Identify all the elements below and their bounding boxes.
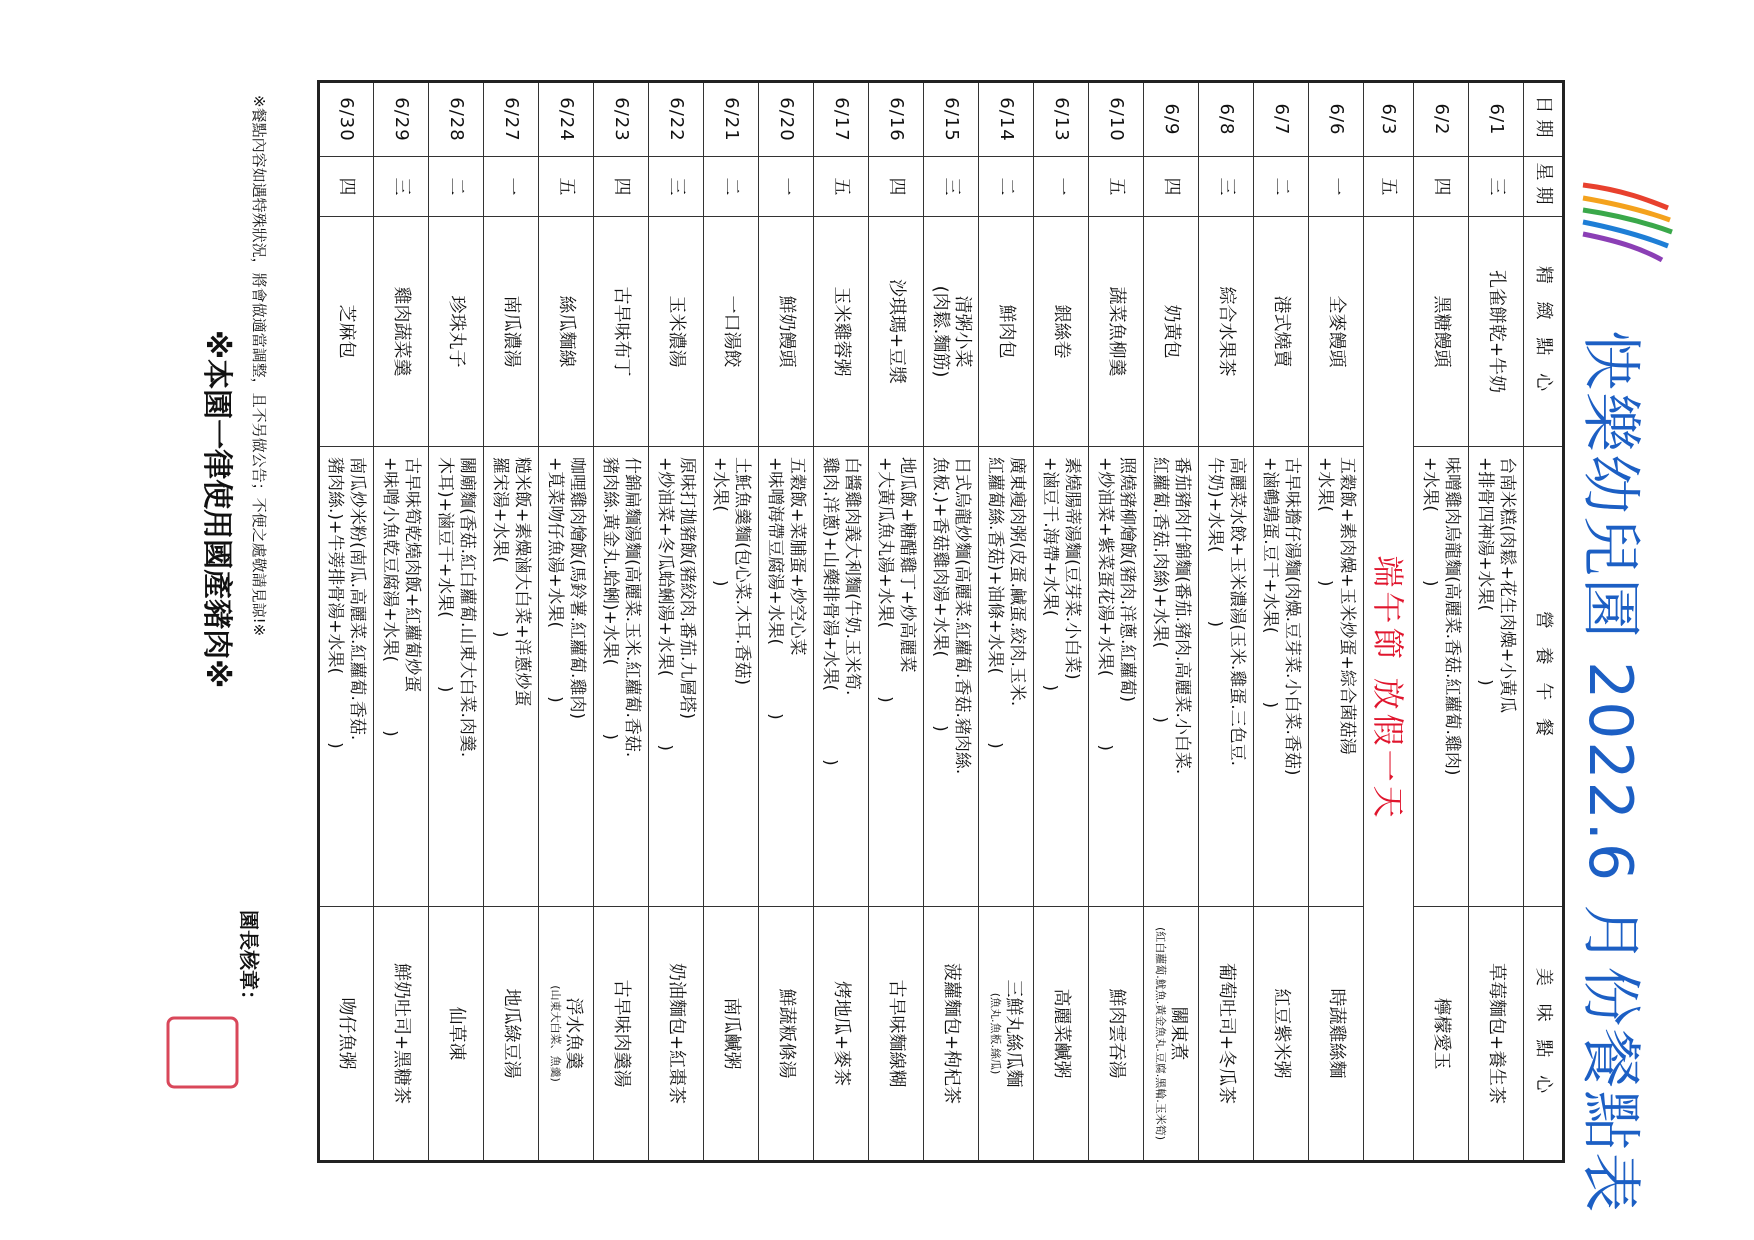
table-row: [594, 82, 649, 1162]
snack1-text: 港式燒賣: [1271, 295, 1292, 368]
table-row: [539, 82, 594, 1162]
snack1-text: 玉米濃湯: [666, 295, 687, 368]
cell-snack1: [594, 217, 649, 447]
lunch-line: 古早味筍乾燒肉飯+紅蘿蔔炒蛋: [402, 457, 422, 693]
table-row: [1364, 82, 1414, 1162]
page-title: 快樂幼兒園 2022.6 月份餐點表: [1575, 330, 1645, 1215]
cell-weekday: 一: [759, 157, 814, 217]
cell-lunch: [924, 447, 979, 907]
snack2-text: 關東煮: [1168, 1006, 1189, 1061]
cell-snack1: [1089, 217, 1144, 447]
cell-snack2: [649, 907, 704, 1162]
cell-lunch: [704, 447, 759, 907]
lunch-line: 豬肉絲.黃金丸.蛤蜊)+水果( ): [600, 457, 620, 740]
cell-lunch: [374, 447, 429, 907]
cell-date: 6/29: [374, 82, 429, 157]
snack1-note: (肉鬆.麵筋): [930, 285, 951, 378]
lunch-line: 土魠魚羹麵(包心菜.木耳.香菇): [732, 457, 752, 686]
lunch-line: 什錦扁麵湯麵(高麗菜.玉米.紅蘿蔔.香菇.: [622, 457, 642, 758]
snack1-text: 南瓜濃湯: [501, 295, 522, 368]
snack2-text: 高麗菜鹹粥: [1051, 988, 1072, 1079]
cell-snack2: [1414, 907, 1469, 1162]
cell-snack2: [979, 907, 1034, 1162]
cell-date: 6/10: [1089, 82, 1144, 157]
cell-weekday: 三: [924, 157, 979, 217]
cell-weekday: 一: [484, 157, 539, 217]
table-row: [1089, 82, 1144, 1162]
snack1-text: 鮮奶饅頭: [776, 295, 797, 368]
lunch-line: 魚板.)+香菇雞肉湯+水果( ): [930, 457, 950, 732]
snack2-text: 時蔬雞絲麵: [1326, 988, 1347, 1079]
lunch-line: +炒油菜+紫菜蛋花湯+水果( ): [1095, 457, 1115, 751]
table-row: [1309, 82, 1364, 1162]
cell-lunch: [594, 447, 649, 907]
table-row: [1144, 82, 1199, 1162]
cell-date: 6/20: [759, 82, 814, 157]
cell-date: 6/2: [1414, 82, 1469, 157]
cell-snack1: [1414, 217, 1469, 447]
table-row: [484, 82, 539, 1162]
cell-lunch: [1254, 447, 1309, 907]
snack1-text: 雞肉蔬菜羹: [391, 286, 412, 377]
cell-weekday: 三: [649, 157, 704, 217]
cell-lunch: [1034, 447, 1089, 907]
header: [1568, 80, 1678, 1215]
cell-weekday: 二: [1254, 157, 1309, 217]
cell-lunch: [429, 447, 484, 907]
cell-date: 6/9: [1144, 82, 1199, 157]
lunch-line: 高麗菜水餃+玉米濃湯(玉米.雞蛋.三色豆.: [1227, 457, 1247, 767]
snack2-text: 奶油麵包+紅棗茶: [666, 962, 687, 1105]
logo-ribbons: [1583, 185, 1672, 260]
cell-snack2: [374, 907, 429, 1162]
lunch-line: 紅蘿蔔.香菇.肉絲)+水果( ): [1150, 457, 1170, 723]
snack2-text: 地瓜綠豆湯: [501, 988, 522, 1079]
cell-snack2: [539, 907, 594, 1162]
cell-weekday: 四: [1144, 157, 1199, 217]
snack2-text: 古早味肉羹湯: [611, 979, 632, 1088]
cell-weekday: 二: [979, 157, 1034, 217]
header-weekday: 星期: [1524, 157, 1564, 217]
lunch-line: 雞肉.洋蔥)+山藥排骨湯+水果( ): [820, 457, 840, 766]
cell-lunch: [814, 447, 869, 907]
cell-date: 6/21: [704, 82, 759, 157]
cell-weekday: 五: [1364, 157, 1414, 217]
cell-snack1: [869, 217, 924, 447]
cell-snack2: [1034, 907, 1089, 1162]
cell-date: 6/14: [979, 82, 1034, 157]
lunch-line: 番茄豬肉什錦麵(番茄.豬肉.高麗菜.小白菜.: [1172, 457, 1192, 775]
snack2-text: 鮮奶吐司+黑糖茶: [391, 962, 412, 1105]
snack1-text: 銀絲卷: [1051, 304, 1072, 359]
snack1-text: 一口湯餃: [721, 295, 742, 368]
table-row: [869, 82, 924, 1162]
cell-lunch: [649, 447, 704, 907]
cell-weekday: 四: [319, 157, 374, 217]
pork-notice: ※本園一律使用國產豬肉※: [199, 330, 234, 689]
cell-snack2: [869, 907, 924, 1162]
cell-snack2: [1199, 907, 1254, 1162]
snack1-text: 古早味布丁: [611, 286, 632, 377]
table-row: [759, 82, 814, 1162]
snack1-text: 綜合水果茶: [1216, 286, 1237, 377]
lunch-line: 白醬雞肉義大利麵(牛奶.玉米筍.: [842, 457, 862, 696]
lunch-line: +水果( ): [710, 457, 730, 587]
cell-weekday: 三: [1199, 157, 1254, 217]
snack2-text: 草莓麵包+養生茶: [1486, 962, 1507, 1105]
cell-snack2: [319, 907, 374, 1162]
lunch-line: 五穀飯+素肉燥+玉米炒蛋+綜合菌菇湯: [1337, 457, 1357, 755]
lunch-line: +味噌小魚乾豆腐湯+水果( ): [380, 457, 400, 737]
cell-weekday: 二: [704, 157, 759, 217]
snack2-text: 葡萄吐司+冬瓜茶: [1216, 962, 1237, 1105]
cell-weekday: 三: [374, 157, 429, 217]
snack1-text: 孔雀餅乾+牛奶: [1486, 269, 1507, 394]
cell-lunch: [869, 447, 924, 907]
cell-date: 6/24: [539, 82, 594, 157]
snack2-text: 浮水魚羹: [563, 997, 584, 1070]
cell-weekday: 五: [539, 157, 594, 217]
cell-snack2: [594, 907, 649, 1162]
snack2-text: 紅豆紫米粥: [1271, 988, 1292, 1079]
cell-snack1: [814, 217, 869, 447]
header-row: [1524, 82, 1564, 1162]
signature-label: 園長核章：: [237, 910, 261, 1010]
cell-lunch: [1199, 447, 1254, 907]
lunch-line: 木耳)+滷豆干+水果( ): [435, 457, 455, 693]
lunch-line: 羅宋湯+水果( ): [490, 457, 510, 638]
lunch-line: +大黃瓜魚丸湯+水果( ): [875, 457, 895, 703]
cell-lunch: [539, 447, 594, 907]
lunch-line: 素燒腸蒂湯麵(豆芽菜.小白菜): [1062, 457, 1082, 680]
cell-date: 6/3: [1364, 82, 1414, 157]
cell-date: 6/8: [1199, 82, 1254, 157]
lunch-line: 廣東瘦肉粥(皮蛋.鹹蛋.絞肉.玉米.: [1007, 457, 1027, 707]
snack2-text: 仙草凍: [446, 1006, 467, 1061]
cell-date: 6/15: [924, 82, 979, 157]
lunch-line: 照燒豬柳燴飯(豬肉.洋蔥.紅蘿蔔): [1117, 457, 1137, 703]
lunch-line: +炒油菜+冬瓜蛤蜊湯+水果( ): [655, 457, 675, 751]
lunch-line: +滷鵪鶉蛋.豆干+水果( ): [1260, 457, 1280, 709]
cell-lunch: [1144, 447, 1199, 907]
cell-weekday: 一: [1034, 157, 1089, 217]
lunch-line: 咖哩雞肉燴飯(馬鈴薯.紅蘿蔔.雞肉): [567, 457, 587, 720]
cell-snack1: [1144, 217, 1199, 447]
cell-date: 6/30: [319, 82, 374, 157]
cell-snack2: [704, 907, 759, 1162]
cell-date: 6/7: [1254, 82, 1309, 157]
cell-date: 6/23: [594, 82, 649, 157]
snack2-text: 檸檬愛玉: [1431, 997, 1452, 1070]
happy-family-logo: [1568, 150, 1678, 300]
snack1-text: 全麥饅頭: [1326, 295, 1347, 368]
snack2-text: 菠蘿麵包+枸杞茶: [941, 962, 962, 1105]
table-row: [814, 82, 869, 1162]
snack1-text: 黑糖饅頭: [1431, 295, 1452, 368]
snack2-text: 烤地瓜+麥茶: [831, 980, 852, 1087]
menu-body: [319, 82, 1524, 1162]
cell-weekday: 四: [594, 157, 649, 217]
cell-snack1: [539, 217, 594, 447]
cell-lunch: [319, 447, 374, 907]
snack1-text: 蔬菜魚柳羹: [1106, 286, 1127, 377]
lunch-line: 糙米飯+素燥滷大白菜+洋蔥炒蛋: [512, 457, 532, 707]
table-row: [704, 82, 759, 1162]
snack2-text: 吻仔魚粥: [336, 997, 358, 1070]
cell-date: 6/28: [429, 82, 484, 157]
cell-weekday: 一: [1309, 157, 1364, 217]
lunch-line: 原味打拋豬飯(豬絞肉.番茄.九層塔): [677, 457, 697, 720]
cell-snack2: [759, 907, 814, 1162]
cell-snack1: [374, 217, 429, 447]
snack1-text: 芝麻包: [336, 304, 358, 359]
lunch-line: 地瓜飯+糖醋雞丁+炒高麗菜: [897, 457, 917, 673]
lunch-line: 古早味擔仔湯麵(肉燥.豆芽菜.小白菜.香菇): [1282, 457, 1302, 776]
snack2-note: (山東大白菜、魚羹): [549, 985, 562, 1082]
cell-date: 6/1: [1469, 82, 1524, 157]
cell-date: 6/16: [869, 82, 924, 157]
lunch-line: +滷豆干.海帶+水果( ): [1040, 457, 1060, 692]
snack1-text: 玉米雞蓉粥: [831, 286, 852, 377]
lunch-line: 味噌雞肉烏龍麵(高麗菜.香菇.紅蘿蔔.雞肉): [1442, 457, 1462, 776]
table-row: [1034, 82, 1089, 1162]
cell-snack2: [1469, 907, 1524, 1162]
header-snack1: 精 緻 點 心: [1524, 217, 1564, 447]
holiday-notice: 端午節 放假一天: [1364, 217, 1414, 1162]
cell-snack1: [1199, 217, 1254, 447]
cell-snack2: [924, 907, 979, 1162]
snack1-text: 絲瓜麵線: [556, 295, 577, 368]
table-row: [1199, 82, 1254, 1162]
footnote: ※餐點內容如遇特殊狀況，將會做適當調整，且不另做公告；不便之處敬請見諒!※: [250, 95, 268, 637]
cell-date: 6/22: [649, 82, 704, 157]
lunch-line: 台南米糕(肉鬆+花生肉燥+小黃瓜: [1497, 457, 1517, 714]
cell-snack1: [1034, 217, 1089, 447]
lunch-line: 紅蘿蔔絲.香菇)+油條+水果( ): [985, 457, 1005, 749]
cell-lunch: [979, 447, 1034, 907]
cell-weekday: 五: [814, 157, 869, 217]
cell-weekday: 五: [1089, 157, 1144, 217]
table-row: [1414, 82, 1469, 1162]
snack1-text: 鮮肉包: [996, 304, 1017, 359]
snack1-text: 沙琪瑪+豆漿: [886, 278, 907, 385]
snack2-text: 鮮肉雲吞湯: [1106, 988, 1127, 1079]
snack2-note: (紅白蘿蔔.魷魚.黃金魚丸.豆腐.黑輪.玉米筍): [1154, 926, 1167, 1141]
cell-weekday: 三: [1469, 157, 1524, 217]
cell-snack2: [1089, 907, 1144, 1162]
cell-snack2: [484, 907, 539, 1162]
cell-lunch: [1414, 447, 1469, 907]
cell-snack2: [814, 907, 869, 1162]
cell-weekday: 四: [869, 157, 924, 217]
principal-stamp: [165, 1015, 240, 1090]
lunch-line: +莧菜吻仔魚湯+水果( ): [545, 457, 565, 703]
cell-date: 6/6: [1309, 82, 1364, 157]
lunch-line: +水果( ): [1420, 457, 1440, 587]
cell-snack1: [484, 217, 539, 447]
lunch-line: 五穀飯+菜脯蛋+炒空心菜: [787, 457, 807, 656]
table-row: [374, 82, 429, 1162]
cell-snack1: [649, 217, 704, 447]
lunch-line: 牛奶)+水果( ): [1205, 457, 1225, 628]
cell-weekday: 二: [429, 157, 484, 217]
cell-snack2: [1144, 907, 1199, 1162]
lunch-line: +水果( ): [1315, 457, 1335, 587]
snack2-note: (魚丸.魚板.絲瓜): [989, 992, 1002, 1075]
lunch-line: 豬肉絲.)+牛蒡排骨湯+水果( ): [325, 457, 346, 749]
lunch-line: 南瓜炒米粉(南瓜.高麗菜.紅蘿蔔.香菇.: [347, 457, 368, 741]
cell-snack1: [1254, 217, 1309, 447]
lunch-line: 日式烏龍炒麵(高麗菜.紅蘿蔔.香菇.豬肉絲.: [952, 457, 972, 775]
lunch-line: 關廟麵(香菇.紅白蘿蔔.山東大白菜.肉羹.: [457, 457, 477, 758]
cell-snack2: [1309, 907, 1364, 1162]
table-row: [924, 82, 979, 1162]
cell-snack2: [1254, 907, 1309, 1162]
snack1-text: 珍珠丸子: [446, 295, 467, 368]
snack2-text: 鮮蔬粄條湯: [776, 988, 797, 1079]
table-row: [649, 82, 704, 1162]
cell-snack1: [1309, 217, 1364, 447]
snack1-text: 奶黃包: [1161, 304, 1182, 359]
cell-lunch: [1469, 447, 1524, 907]
cell-snack1: [1469, 217, 1524, 447]
lunch-line: +排骨四神湯+水果( ): [1475, 457, 1495, 686]
rotated-sheet: [150, 80, 1690, 1215]
table-row: [1254, 82, 1309, 1162]
cell-snack1: [924, 217, 979, 447]
cell-lunch: [759, 447, 814, 907]
cell-weekday: 四: [1414, 157, 1469, 217]
snack1-text: 清粥小菜: [952, 295, 973, 368]
header-date: 日期: [1524, 82, 1564, 157]
snack2-text: 古早味麵線糊: [886, 979, 907, 1088]
menu-table: [317, 80, 1565, 1163]
header-lunch: 營 養 午 餐: [1524, 447, 1564, 907]
lunch-line: +味噌海帶豆腐湯+水果( ): [765, 457, 785, 720]
cell-snack1: [979, 217, 1034, 447]
cell-lunch: [1089, 447, 1144, 907]
table-row: [429, 82, 484, 1162]
cell-date: 6/27: [484, 82, 539, 157]
cell-snack1: [704, 217, 759, 447]
header-snack2: 美 味 點 心: [1524, 907, 1564, 1162]
cell-snack1: [759, 217, 814, 447]
cell-lunch: [1309, 447, 1364, 907]
cell-date: 6/17: [814, 82, 869, 157]
cell-snack2: [429, 907, 484, 1162]
cell-snack1: [319, 217, 374, 447]
cell-date: 6/13: [1034, 82, 1089, 157]
table-row: [979, 82, 1034, 1162]
table-row: [1469, 82, 1524, 1162]
snack2-text: 南瓜鹹粥: [721, 997, 742, 1070]
table-row: [319, 82, 374, 1162]
cell-lunch: [484, 447, 539, 907]
cell-snack1: [429, 217, 484, 447]
snack2-text: 三鮮丸絲瓜麵: [1003, 979, 1024, 1088]
